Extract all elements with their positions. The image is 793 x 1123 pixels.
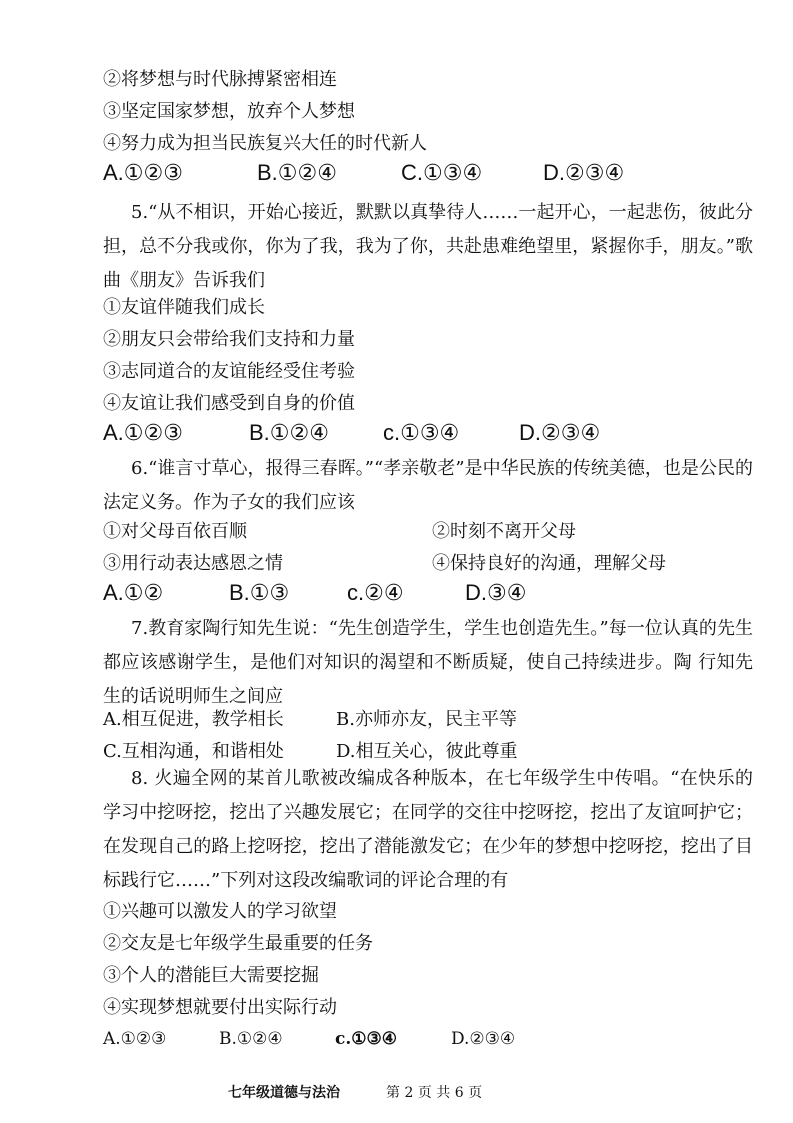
q4-option-c: C.①③④ [401, 160, 483, 185]
q8-option-b: B.①②④ [219, 1029, 283, 1049]
q5-item-1: ①友谊伴随我们成长 [103, 297, 265, 318]
q5-option-b: B.①②④ [249, 420, 329, 445]
q7-option-c: C.互相沟通，和谐相处 [103, 741, 284, 762]
q6-option-c: c.②④ [347, 580, 404, 605]
q8-option-a: A.①②③ [103, 1029, 167, 1049]
q6-item-1: ①对父母百依百顺 [103, 521, 247, 542]
q4-item-2: ②将梦想与时代脉搏紧密相连 [103, 69, 337, 90]
q6-option-d: D.③④ [465, 580, 527, 605]
q7-option-b: B.亦师亦友，民主平等 [336, 709, 517, 730]
q8-stem [103, 762, 753, 898]
q7-option-a: A.相互促进，教学相长 [103, 709, 284, 730]
q6-stem [103, 452, 753, 520]
q4-item-3: ③坚定国家梦想，放弃个人梦想 [103, 101, 355, 122]
q7-option-d: D.相互关心，彼此尊重 [336, 741, 518, 762]
q6-item-4: ④保持良好的沟通，理解父母 [432, 553, 666, 574]
footer-page-number: 第 2 页 共 6 页 [386, 1085, 483, 1101]
q4-option-b: B.①②④ [257, 160, 337, 185]
q7-stem-text: 7.教育家陶行知先生说：“先生创造学生，学生也创造先生。”每一位认真的先生都应该感谢学生，是他们对知识的渴望和不断质疑，使自己持续进步。陶 行知先生的话说明师生之间应 [103, 618, 753, 707]
q6-item-3: ③用行动表达感恩之情 [103, 553, 283, 574]
q5-item-2: ②朋友只会带给我们支持和力量 [103, 329, 355, 350]
q6-item-2: ②时刻不离开父母 [432, 521, 576, 542]
q5-item-3: ③志同道合的友谊能经受住考验 [103, 361, 355, 382]
q4-option-a: A.①②③ [103, 160, 183, 185]
q6-option-a: A.①② [103, 580, 164, 605]
q6-stem-text: 6.“谁言寸草心，报得三春晖。”“孝亲敬老”是中华民族的传统美德，也是公民的法定义务。作为子女的我们应该 [103, 458, 753, 513]
q8-item-2: ②交友是七年级学生最重要的任务 [103, 933, 373, 954]
q8-stem-text: 8. 火遍全网的某首儿歌被改编成各种版本，在七年级学生中传唱。“在快乐的学习中挖呀挖，挖出了兴趣发展它；在同学的交往中挖呀挖，挖出了友谊呵护它；在发现自己的路上挖呀挖，挖出了潜能激发它；在少年的梦想中挖呀挖，挖出了目标践行它……”下列对这段改编歌词的评论合理的有 [103, 768, 753, 891]
q5-option-c: c.①③④ [383, 420, 460, 445]
q8-item-3: ③个人的潜能巨大需要挖掘 [103, 965, 319, 986]
q8-item-4: ④实现梦想就要付出实际行动 [103, 997, 337, 1018]
q5-stem-text: 5.“从不相识，开始心接近，默默以真挚待人……一起开心，一起悲伤，彼此分担，总不分我或你，你为了我，我为了你，共赴患难绝望里，紧握你手，朋友。”歌曲《朋友》告诉我们 [103, 202, 753, 291]
q5-stem [103, 196, 753, 298]
q8-item-1: ①兴趣可以激发人的学习欲望 [103, 901, 337, 922]
q6-option-b: B.①③ [229, 580, 290, 605]
q8-option-d: D.②③④ [451, 1029, 516, 1049]
q8-option-c: c.①③④ [335, 1029, 397, 1049]
q5-option-a: A.①②③ [103, 420, 183, 445]
q5-item-4: ④友谊让我们感受到自身的价值 [103, 393, 355, 414]
footer-subject: 七年级道德与法治 [228, 1085, 340, 1101]
q7-stem [103, 612, 753, 714]
q5-option-d: D.②③④ [519, 420, 601, 445]
q4-item-4: ④努力成为担当民族复兴大任的时代新人 [103, 133, 427, 154]
q4-option-d: D.②③④ [543, 160, 625, 185]
